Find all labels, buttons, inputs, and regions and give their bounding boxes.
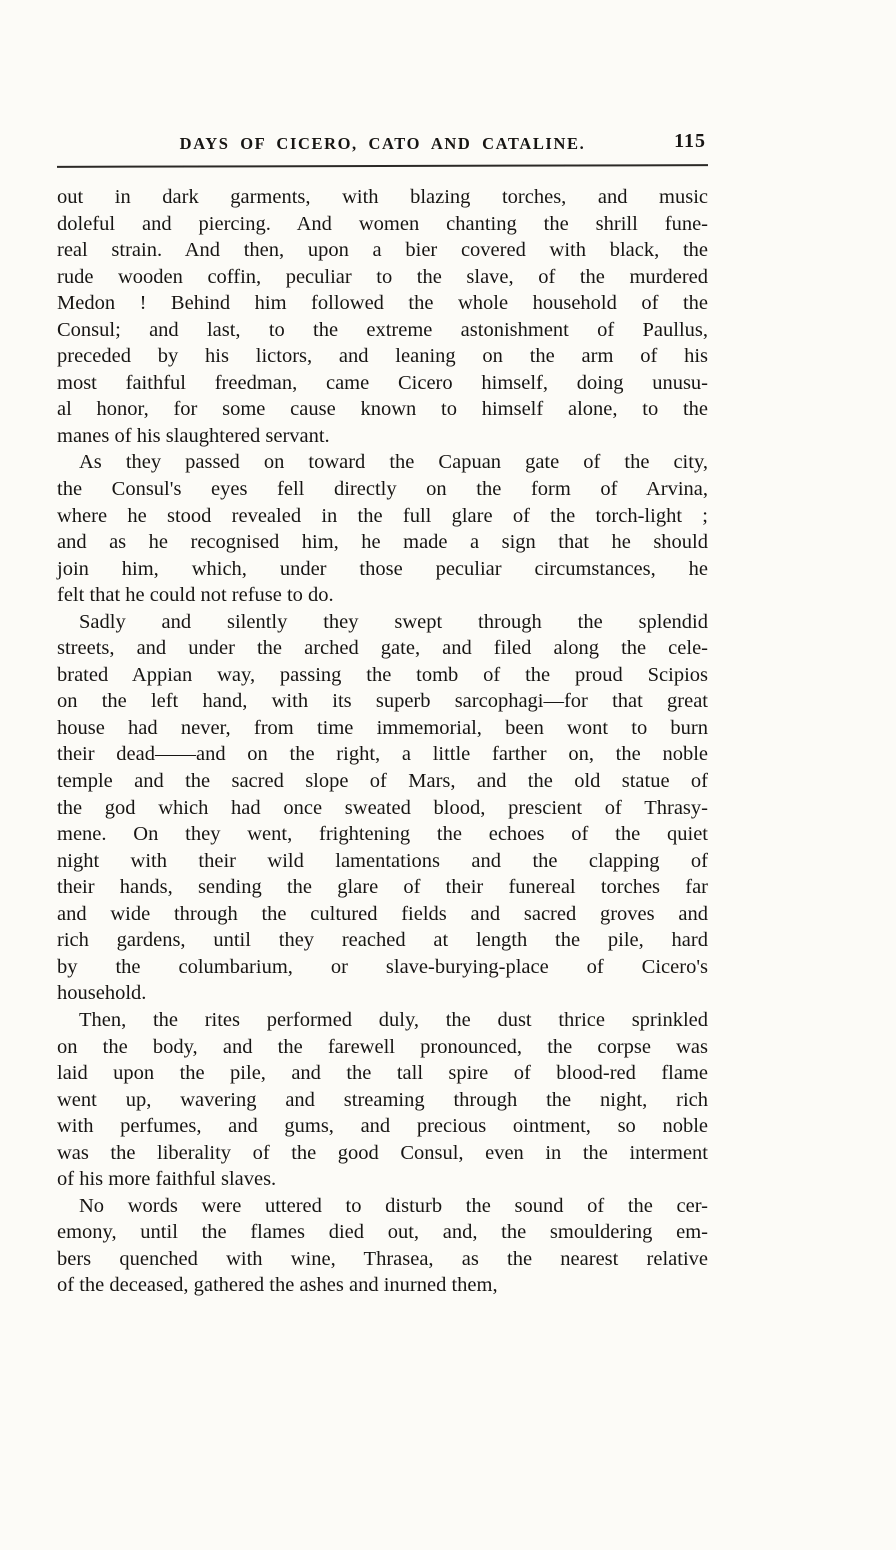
- text-line: Medon ! Behind him followed the whole household of the: [57, 292, 708, 315]
- text-line: household.: [57, 982, 147, 1005]
- text-line: mene. On they went, frightening the echoes of the quiet: [57, 823, 708, 846]
- paragraph: [57, 609, 708, 1007]
- text-line: As they passed on toward the Capuan gate of the city,: [79, 451, 708, 474]
- text-line: manes of his slaughtered servant.: [57, 424, 330, 447]
- header-rule: [57, 164, 708, 168]
- text-line: of the deceased, gathered the ashes and inurned them,: [57, 1274, 498, 1297]
- text-line: their hands, sending the glare of their funereal torches far: [57, 876, 708, 899]
- text-column: [57, 130, 708, 1299]
- text-line: preceded by his lictors, and leaning on the arm of his: [57, 345, 708, 368]
- text-line: doleful and piercing. And women chanting the shrill fune-: [57, 212, 708, 235]
- text-line: streets, and under the arched gate, and filed along the cele-: [57, 637, 708, 660]
- text-line: by the columbarium, or slave-burying-place of Cicero's: [57, 955, 708, 978]
- text-line: rude wooden coffin, peculiar to the slave, of the murdered: [57, 265, 708, 288]
- text-line: on the left hand, with its superb sarcophagi—for that great: [57, 690, 708, 713]
- text-line: laid upon the pile, and the tall spire of blood-red flame: [57, 1062, 708, 1085]
- body-text: [57, 184, 708, 1299]
- text-line: temple and the sacred slope of Mars, and the old statue of: [57, 770, 708, 793]
- text-line: bers quenched with wine, Thrasea, as the nearest relative: [57, 1247, 708, 1270]
- page-number: 115: [674, 130, 706, 152]
- text-line: and as he recognised him, he made a sign that he should: [57, 531, 708, 554]
- text-line: real strain. And then, upon a bier covered with black, the: [57, 239, 708, 262]
- header-title: DAYS OF CICERO, CATO AND CATALINE.: [179, 134, 586, 153]
- paragraph: [57, 184, 708, 449]
- text-line: went up, wavering and streaming through the night, rich: [57, 1088, 708, 1111]
- text-line: of his more faithful slaves.: [57, 1168, 277, 1191]
- text-line: and wide through the cultured fields and sacred groves and: [57, 902, 708, 925]
- text-line: their dead——and on the right, a little farther on, the noble: [57, 743, 708, 766]
- text-line: the Consul's eyes fell directly on the form of Arvina,: [57, 478, 708, 501]
- paragraph: [57, 1193, 708, 1299]
- text-line: emony, until the flames died out, and, the smouldering em-: [57, 1221, 708, 1244]
- text-line: on the body, and the farewell pronounced, the corpse was: [57, 1035, 708, 1058]
- text-line: felt that he could not refuse to do.: [57, 584, 334, 607]
- text-line: out in dark garments, with blazing torches, and music: [57, 186, 708, 208]
- paragraph: [57, 449, 708, 608]
- text-line: brated Appian way, passing the tomb of the proud Scipios: [57, 663, 708, 686]
- text-line: the god which had once sweated blood, prescient of Thrasy-: [57, 796, 708, 819]
- text-line: house had never, from time immemorial, been wont to burn: [57, 716, 708, 739]
- text-line: join him, which, under those peculiar circumstances, he: [57, 557, 708, 580]
- text-line: most faithful freedman, came Cicero himself, doing unusu-: [57, 371, 708, 394]
- text-line: night with their wild lamentations and the clapping of: [57, 849, 708, 872]
- paragraph: [57, 1007, 708, 1193]
- text-line: Then, the rites performed duly, the dust thrice sprinkled: [79, 1008, 708, 1031]
- text-line: Consul; and last, to the extreme astonishment of Paullus,: [57, 318, 708, 341]
- text-line: with perfumes, and gums, and precious ointment, so noble: [57, 1115, 708, 1138]
- text-line: rich gardens, until they reached at length the pile, hard: [57, 929, 708, 952]
- text-line: where he stood revealed in the full glare of the torch-light ;: [57, 504, 708, 527]
- text-line: Sadly and silently they swept through the splendid: [79, 610, 708, 633]
- running-header: [57, 130, 708, 157]
- text-line: al honor, for some cause known to himself alone, to the: [57, 398, 708, 421]
- text-line: was the liberality of the good Consul, even in the interment: [57, 1141, 708, 1164]
- text-line: No words were uttered to disturb the sound of the cer-: [79, 1194, 708, 1217]
